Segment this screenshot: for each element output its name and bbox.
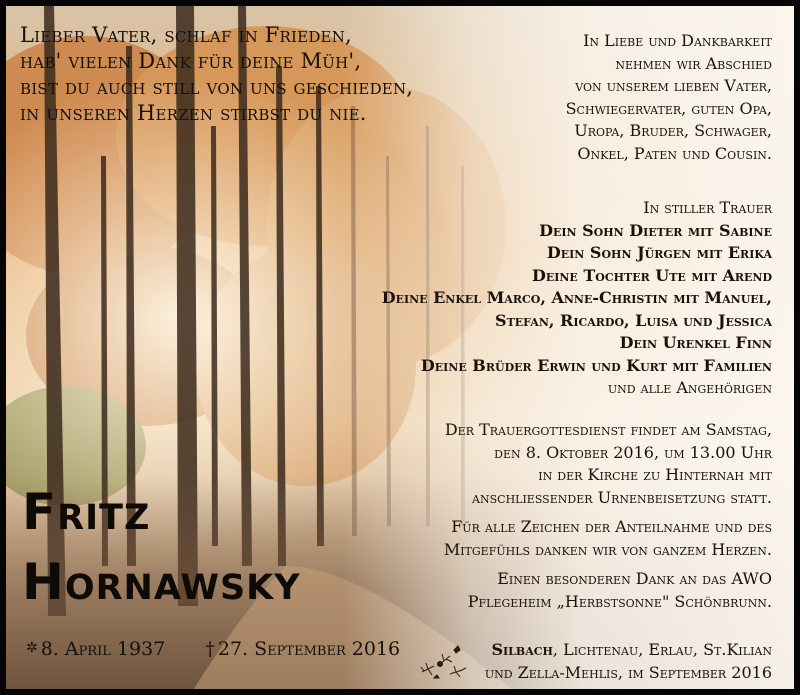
intro-line: nehmen wir Abschied — [615, 53, 772, 73]
mourners-list — [332, 197, 772, 400]
intro-line: Uropa, Bruder, Schwager, — [574, 121, 772, 140]
mourners-heading: In stiller Trauer — [643, 198, 772, 217]
mourner-entry: Dein Sohn Jürgen mit Erika — [546, 243, 772, 262]
thanks-care-home — [332, 568, 772, 613]
mourners-closing: und alle Angehörigen — [607, 378, 772, 397]
thanks-sympathy — [332, 516, 772, 561]
thanks-line: Mitgefühls danken wir von ganzem Herzen. — [443, 539, 772, 559]
birth-star-icon: ✲ — [26, 640, 38, 656]
deceased-first-name: Fritz — [22, 483, 151, 541]
farewell-intro — [332, 30, 772, 165]
thanks-line: Pflegeheim „Herbstsonne" Schönbrunn. — [467, 591, 772, 611]
place-first-word: Silbach — [491, 640, 553, 659]
service-line: den 8. Oktober 2016, um 13.00 Uhr — [494, 442, 772, 462]
mourner-entry: Deine Enkel Marco, Anne-Christin mit Manuel, — [381, 288, 772, 307]
verse-line: bist du auch still von uns geschieden, — [20, 75, 414, 99]
intro-line: Onkel, Paten und Cousin. — [577, 143, 772, 163]
mourner-entry: Stefan, Ricardo, Luisa und Jessica — [495, 310, 772, 330]
intro-line: Schwiegervater, guten Opa, — [565, 98, 772, 118]
mourner-entry: Deine Tochter Ute mit Arend — [531, 265, 772, 285]
deceased-last-name: Hornawsky — [22, 553, 301, 611]
death-cross-icon: † — [205, 638, 215, 660]
birth-date: 8. April 1937 — [40, 638, 166, 660]
verse-line: hab' vielen Dank für deine Müh', — [20, 49, 362, 73]
death-date: 27. September 2016 — [217, 638, 401, 660]
leaves-icon — [416, 642, 472, 682]
thanks-line: Einen besonderen Dank an das AWO — [497, 569, 772, 588]
life-dates — [26, 638, 400, 660]
thanks-line: Für alle Zeichen der Anteilnahme und des — [451, 517, 772, 536]
verse-line: Lieber Vater, schlaf in Frieden, — [20, 23, 352, 47]
mourner-entry: Dein Sohn Dieter mit Sabine — [539, 220, 772, 240]
place-line: und Zella-Mehlis, im September 2016 — [484, 662, 772, 682]
intro-line: In Liebe und Dankbarkeit — [583, 31, 772, 50]
mourner-entry: Deine Brüder Erwin und Kurt mit Familien — [420, 355, 772, 375]
place-line-rest: , Lichtenau, Erlau, St.Kilian — [552, 640, 772, 659]
service-line: anschliessender Urnenbeisetzung statt. — [472, 487, 772, 507]
service-notice — [332, 419, 772, 509]
service-line: Der Trauergottesdienst findet am Samstag, — [444, 420, 772, 439]
service-line: in der Kirche zu Hinternah mit — [538, 465, 772, 484]
mourner-entry: Dein Urenkel Finn — [619, 333, 772, 352]
intro-line: von unserem lieben Vater, — [575, 76, 772, 95]
verse-line: in unseren Herzen stirbst du nie. — [20, 101, 367, 125]
